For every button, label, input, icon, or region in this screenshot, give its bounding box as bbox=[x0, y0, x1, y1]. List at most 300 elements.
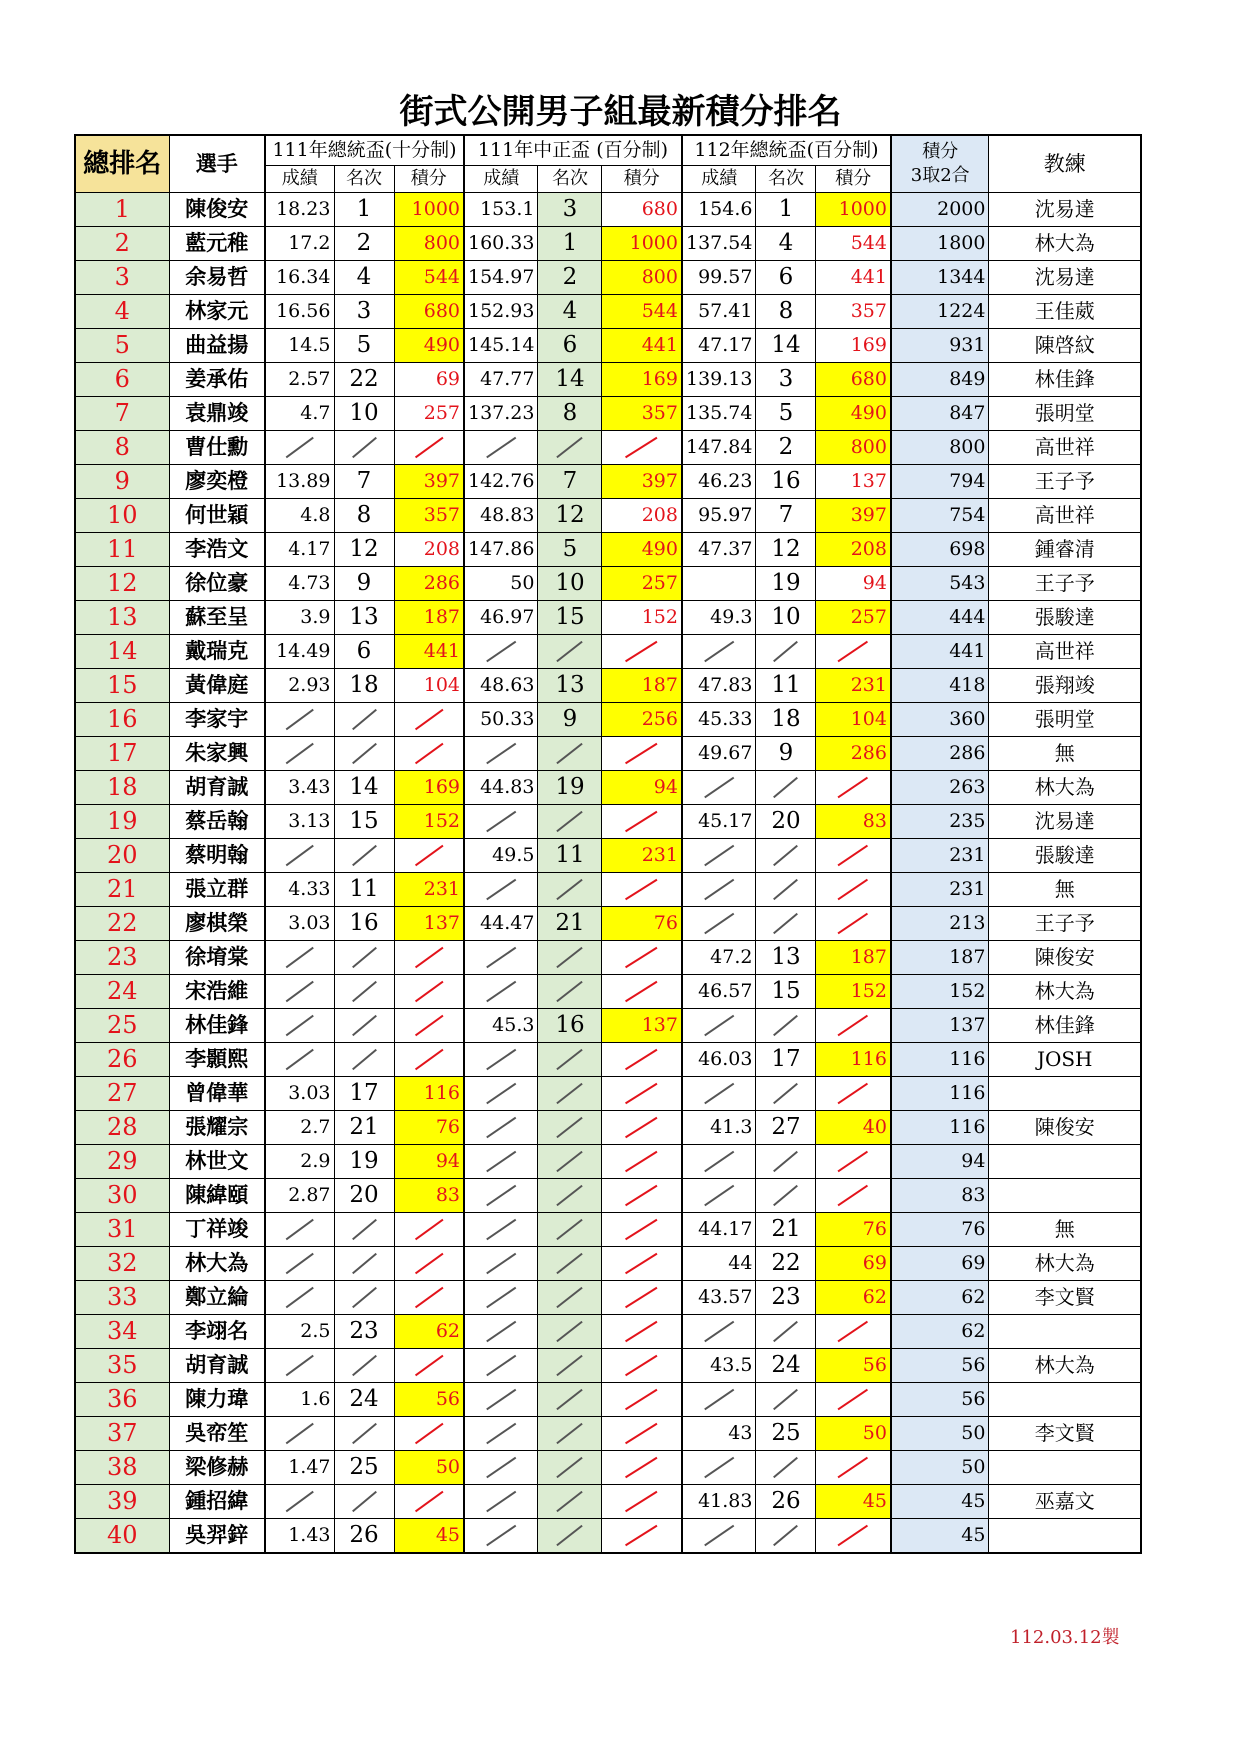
place-cell: 13 bbox=[756, 940, 816, 974]
points-cell: 104 bbox=[394, 668, 464, 702]
rank-cell: 21 bbox=[75, 872, 169, 906]
points-cell-empty bbox=[394, 702, 464, 736]
player-name: 李家宇 bbox=[169, 702, 265, 736]
place-cell: 23 bbox=[334, 1314, 394, 1348]
total-points: 116 bbox=[891, 1076, 989, 1110]
slash-mark bbox=[465, 635, 537, 668]
subheader-score: 成績 bbox=[682, 165, 756, 192]
total-points: 94 bbox=[891, 1144, 989, 1178]
score-cell: 43.57 bbox=[682, 1280, 756, 1314]
slash-mark bbox=[538, 1179, 601, 1212]
place-cell: 7 bbox=[334, 464, 394, 498]
score-cell: 2.93 bbox=[265, 668, 334, 702]
slash-mark bbox=[395, 431, 464, 464]
points-cell: 490 bbox=[816, 396, 891, 430]
place-cell-empty bbox=[756, 1076, 816, 1110]
slash-mark bbox=[395, 1281, 464, 1314]
points-cell: 69 bbox=[394, 362, 464, 396]
place-cell-empty bbox=[538, 1416, 602, 1450]
table-row bbox=[75, 192, 1141, 226]
slash-mark bbox=[335, 431, 394, 464]
points-cell: 680 bbox=[394, 294, 464, 328]
points-cell: 231 bbox=[394, 872, 464, 906]
slash-mark bbox=[602, 431, 681, 464]
score-cell-empty bbox=[265, 736, 334, 770]
score-cell: 2.7 bbox=[265, 1110, 334, 1144]
points-cell: 94 bbox=[816, 566, 891, 600]
slash-mark bbox=[538, 1349, 601, 1382]
score-cell-empty bbox=[682, 1518, 756, 1553]
slash-mark bbox=[602, 975, 681, 1008]
table-row bbox=[75, 328, 1141, 362]
points-cell-empty bbox=[602, 1144, 682, 1178]
player-name: 胡育誠 bbox=[169, 1348, 265, 1382]
slash-mark bbox=[816, 1077, 890, 1110]
rank-cell: 39 bbox=[75, 1484, 169, 1518]
slash-mark bbox=[538, 1281, 601, 1314]
score-cell: 46.97 bbox=[464, 600, 538, 634]
subheader-score: 成績 bbox=[265, 165, 334, 192]
place-cell-empty bbox=[538, 1110, 602, 1144]
score-cell-empty bbox=[464, 872, 538, 906]
rank-cell: 10 bbox=[75, 498, 169, 532]
slash-mark bbox=[816, 1179, 890, 1212]
slash-mark bbox=[266, 1485, 334, 1518]
score-cell-empty bbox=[464, 974, 538, 1008]
slash-mark bbox=[602, 1247, 681, 1280]
header-total-line1: 積分 bbox=[922, 140, 959, 162]
score-cell-empty bbox=[265, 1212, 334, 1246]
score-cell-empty bbox=[265, 430, 334, 464]
total-points: 50 bbox=[891, 1450, 989, 1484]
points-cell-empty bbox=[394, 1484, 464, 1518]
place-cell: 10 bbox=[334, 396, 394, 430]
points-cell-empty bbox=[602, 634, 682, 668]
place-cell-empty bbox=[334, 736, 394, 770]
slash-mark bbox=[266, 1349, 334, 1382]
place-cell-empty bbox=[538, 1212, 602, 1246]
score-cell-empty bbox=[265, 1280, 334, 1314]
points-cell: 137 bbox=[602, 1008, 682, 1042]
player-name: 何世穎 bbox=[169, 498, 265, 532]
table-row bbox=[75, 702, 1141, 736]
place-cell: 21 bbox=[538, 906, 602, 940]
points-cell-empty bbox=[816, 634, 891, 668]
points-cell-empty bbox=[394, 1348, 464, 1382]
slash-mark bbox=[756, 1383, 815, 1416]
table-row bbox=[75, 974, 1141, 1008]
page-title: 街式公開男子組最新積分排名 bbox=[399, 92, 842, 132]
score-cell-empty bbox=[682, 1450, 756, 1484]
slash-mark bbox=[335, 1485, 394, 1518]
slash-mark bbox=[335, 1043, 394, 1076]
score-cell-empty bbox=[464, 1246, 538, 1280]
points-cell: 152 bbox=[816, 974, 891, 1008]
total-points: 931 bbox=[891, 328, 989, 362]
place-cell-empty bbox=[538, 1280, 602, 1314]
points-cell: 441 bbox=[816, 260, 891, 294]
points-cell-empty bbox=[816, 1008, 891, 1042]
place-cell: 14 bbox=[538, 362, 602, 396]
subheader-points: 積分 bbox=[394, 165, 464, 192]
place-cell-empty bbox=[334, 1416, 394, 1450]
score-cell-empty bbox=[464, 1348, 538, 1382]
slash-mark bbox=[602, 737, 681, 770]
place-cell: 6 bbox=[756, 260, 816, 294]
slash-mark bbox=[465, 1383, 537, 1416]
place-cell-empty bbox=[334, 1042, 394, 1076]
place-cell-empty bbox=[756, 1178, 816, 1212]
score-cell-empty bbox=[464, 1450, 538, 1484]
points-cell-empty bbox=[394, 1280, 464, 1314]
table-row bbox=[75, 1042, 1141, 1076]
score-cell: 45.3 bbox=[464, 1008, 538, 1042]
slash-mark bbox=[816, 907, 890, 940]
slash-mark bbox=[538, 1077, 601, 1110]
score-cell: 50 bbox=[464, 566, 538, 600]
slash-mark bbox=[465, 1451, 537, 1484]
place-cell: 8 bbox=[334, 498, 394, 532]
total-points: 231 bbox=[891, 872, 989, 906]
points-cell: 256 bbox=[602, 702, 682, 736]
total-points: 1800 bbox=[891, 226, 989, 260]
place-cell: 16 bbox=[538, 1008, 602, 1042]
place-cell: 23 bbox=[756, 1280, 816, 1314]
score-cell: 4.7 bbox=[265, 396, 334, 430]
header-rank: 總排名 bbox=[75, 135, 169, 192]
score-cell: 152.93 bbox=[464, 294, 538, 328]
points-cell-empty bbox=[602, 1178, 682, 1212]
points-cell-empty bbox=[602, 1280, 682, 1314]
rank-cell: 27 bbox=[75, 1076, 169, 1110]
table-row bbox=[75, 294, 1141, 328]
slash-mark bbox=[816, 1519, 890, 1552]
points-cell-empty bbox=[602, 1450, 682, 1484]
score-cell: 137.54 bbox=[682, 226, 756, 260]
rank-cell: 15 bbox=[75, 668, 169, 702]
total-points: 152 bbox=[891, 974, 989, 1008]
score-cell: 3.9 bbox=[265, 600, 334, 634]
slash-mark bbox=[266, 1247, 334, 1280]
slash-mark bbox=[602, 635, 681, 668]
table-row bbox=[75, 940, 1141, 974]
slash-mark bbox=[602, 1145, 681, 1178]
slash-mark bbox=[756, 839, 815, 872]
score-cell bbox=[682, 566, 756, 600]
score-cell: 47.2 bbox=[682, 940, 756, 974]
player-name: 宋浩維 bbox=[169, 974, 265, 1008]
rank-cell: 31 bbox=[75, 1212, 169, 1246]
place-cell: 22 bbox=[756, 1246, 816, 1280]
points-cell: 116 bbox=[394, 1076, 464, 1110]
player-name: 陳緯頤 bbox=[169, 1178, 265, 1212]
score-cell-empty bbox=[464, 1314, 538, 1348]
table-row bbox=[75, 396, 1141, 430]
slash-mark bbox=[266, 703, 334, 736]
slash-mark bbox=[335, 1009, 394, 1042]
rank-cell: 20 bbox=[75, 838, 169, 872]
points-cell: 208 bbox=[816, 532, 891, 566]
score-cell: 41.3 bbox=[682, 1110, 756, 1144]
table-row bbox=[75, 1450, 1141, 1484]
total-points: 444 bbox=[891, 600, 989, 634]
slash-mark bbox=[816, 1383, 890, 1416]
points-cell: 1000 bbox=[602, 226, 682, 260]
points-cell-empty bbox=[816, 1382, 891, 1416]
rank-cell: 25 bbox=[75, 1008, 169, 1042]
subheader-place: 名次 bbox=[334, 165, 394, 192]
coach-name: 無 bbox=[989, 1212, 1141, 1246]
slash-mark bbox=[538, 635, 601, 668]
slash-mark bbox=[683, 1383, 755, 1416]
place-cell: 5 bbox=[756, 396, 816, 430]
points-cell-empty bbox=[816, 872, 891, 906]
place-cell: 2 bbox=[334, 226, 394, 260]
score-cell-empty bbox=[265, 1042, 334, 1076]
score-cell: 135.74 bbox=[682, 396, 756, 430]
score-cell: 47.17 bbox=[682, 328, 756, 362]
place-cell: 13 bbox=[538, 668, 602, 702]
slash-mark bbox=[602, 1281, 681, 1314]
slash-mark bbox=[538, 873, 601, 906]
coach-name: 陳俊安 bbox=[989, 940, 1141, 974]
slash-mark bbox=[816, 771, 890, 804]
player-name: 張立群 bbox=[169, 872, 265, 906]
points-cell-empty bbox=[602, 1348, 682, 1382]
points-cell: 50 bbox=[816, 1416, 891, 1450]
slash-mark bbox=[335, 1247, 394, 1280]
score-cell-empty bbox=[682, 770, 756, 804]
slash-mark bbox=[465, 1111, 537, 1144]
player-name: 林世文 bbox=[169, 1144, 265, 1178]
points-cell: 544 bbox=[394, 260, 464, 294]
subheader-place: 名次 bbox=[756, 165, 816, 192]
coach-name: 沈易達 bbox=[989, 804, 1141, 838]
coach-name: 王子予 bbox=[989, 906, 1141, 940]
score-cell: 44 bbox=[682, 1246, 756, 1280]
slash-mark bbox=[683, 1077, 755, 1110]
place-cell: 18 bbox=[756, 702, 816, 736]
slash-mark bbox=[465, 1519, 537, 1552]
table-row bbox=[75, 1348, 1141, 1382]
slash-mark bbox=[602, 1315, 681, 1348]
total-points: 543 bbox=[891, 566, 989, 600]
slash-mark bbox=[756, 1451, 815, 1484]
score-cell: 49.5 bbox=[464, 838, 538, 872]
slash-mark bbox=[395, 941, 464, 974]
place-cell: 17 bbox=[756, 1042, 816, 1076]
score-cell-empty bbox=[464, 1178, 538, 1212]
header-player: 選手 bbox=[169, 135, 265, 192]
place-cell: 18 bbox=[334, 668, 394, 702]
score-cell: 160.33 bbox=[464, 226, 538, 260]
place-cell-empty bbox=[538, 1382, 602, 1416]
coach-name: 張翔竣 bbox=[989, 668, 1141, 702]
score-cell-empty bbox=[464, 940, 538, 974]
slash-mark bbox=[465, 873, 537, 906]
player-name: 曾偉華 bbox=[169, 1076, 265, 1110]
slash-mark bbox=[465, 737, 537, 770]
slash-mark bbox=[395, 1043, 464, 1076]
place-cell-empty bbox=[538, 1450, 602, 1484]
header-total bbox=[891, 135, 989, 192]
points-cell: 83 bbox=[816, 804, 891, 838]
coach-name: 高世祥 bbox=[989, 430, 1141, 464]
place-cell-empty bbox=[538, 804, 602, 838]
coach-name bbox=[989, 1382, 1141, 1416]
points-cell: 800 bbox=[602, 260, 682, 294]
slash-mark bbox=[465, 1043, 537, 1076]
coach-name: 陳啓紋 bbox=[989, 328, 1141, 362]
score-cell-empty bbox=[682, 872, 756, 906]
points-cell-empty bbox=[816, 1144, 891, 1178]
points-cell-empty bbox=[816, 1518, 891, 1553]
slash-mark bbox=[538, 1417, 601, 1450]
points-cell: 257 bbox=[816, 600, 891, 634]
header-event-2: 111年中正盃 (百分制) bbox=[464, 135, 682, 165]
rank-cell: 23 bbox=[75, 940, 169, 974]
slash-mark bbox=[395, 737, 464, 770]
place-cell-empty bbox=[538, 1178, 602, 1212]
slash-mark bbox=[602, 1349, 681, 1382]
table-row bbox=[75, 1416, 1141, 1450]
place-cell-empty bbox=[538, 872, 602, 906]
table-row bbox=[75, 1484, 1141, 1518]
score-cell: 17.2 bbox=[265, 226, 334, 260]
points-cell: 490 bbox=[602, 532, 682, 566]
slash-mark bbox=[395, 703, 464, 736]
place-cell: 11 bbox=[334, 872, 394, 906]
score-cell: 1.6 bbox=[265, 1382, 334, 1416]
score-cell: 154.6 bbox=[682, 192, 756, 226]
points-cell: 76 bbox=[394, 1110, 464, 1144]
total-points: 45 bbox=[891, 1484, 989, 1518]
slash-mark bbox=[395, 1349, 464, 1382]
table-row bbox=[75, 600, 1141, 634]
place-cell-empty bbox=[334, 838, 394, 872]
total-points: 794 bbox=[891, 464, 989, 498]
place-cell-empty bbox=[538, 1144, 602, 1178]
points-cell: 208 bbox=[602, 498, 682, 532]
score-cell-empty bbox=[464, 1110, 538, 1144]
coach-name: 林大為 bbox=[989, 770, 1141, 804]
place-cell-empty bbox=[756, 838, 816, 872]
score-cell-empty bbox=[682, 1144, 756, 1178]
rank-cell: 1 bbox=[75, 192, 169, 226]
made-date: 112.03.12製 bbox=[1010, 1627, 1120, 1648]
points-cell: 83 bbox=[394, 1178, 464, 1212]
place-cell: 17 bbox=[334, 1076, 394, 1110]
points-cell-empty bbox=[816, 838, 891, 872]
slash-mark bbox=[602, 1383, 681, 1416]
points-cell: 169 bbox=[602, 362, 682, 396]
slash-mark bbox=[395, 1213, 464, 1246]
slash-mark bbox=[602, 1179, 681, 1212]
score-cell: 44.83 bbox=[464, 770, 538, 804]
score-cell: 46.03 bbox=[682, 1042, 756, 1076]
total-points: 754 bbox=[891, 498, 989, 532]
slash-mark bbox=[335, 839, 394, 872]
table-row bbox=[75, 804, 1141, 838]
place-cell: 16 bbox=[334, 906, 394, 940]
slash-mark bbox=[465, 1349, 537, 1382]
score-cell: 50.33 bbox=[464, 702, 538, 736]
slash-mark bbox=[756, 1145, 815, 1178]
points-cell: 490 bbox=[394, 328, 464, 362]
slash-mark bbox=[465, 1145, 537, 1178]
coach-name: JOSH bbox=[989, 1042, 1141, 1076]
player-name: 朱家興 bbox=[169, 736, 265, 770]
slash-mark bbox=[683, 1009, 755, 1042]
coach-name: 林大為 bbox=[989, 1246, 1141, 1280]
table-row bbox=[75, 1280, 1141, 1314]
score-cell-empty bbox=[265, 1348, 334, 1382]
points-cell: 544 bbox=[816, 226, 891, 260]
slash-mark bbox=[683, 771, 755, 804]
slash-mark bbox=[538, 1451, 601, 1484]
score-cell-empty bbox=[464, 430, 538, 464]
place-cell: 16 bbox=[756, 464, 816, 498]
place-cell-empty bbox=[756, 634, 816, 668]
header-total-line2: 3取2合 bbox=[910, 164, 970, 186]
points-cell: 544 bbox=[602, 294, 682, 328]
score-cell-empty bbox=[265, 1416, 334, 1450]
score-cell: 99.57 bbox=[682, 260, 756, 294]
slash-mark bbox=[538, 1111, 601, 1144]
score-cell-empty bbox=[265, 974, 334, 1008]
coach-name: 王子予 bbox=[989, 566, 1141, 600]
player-name: 陳俊安 bbox=[169, 192, 265, 226]
place-cell: 26 bbox=[334, 1518, 394, 1553]
place-cell-empty bbox=[538, 974, 602, 1008]
table-row bbox=[75, 906, 1141, 940]
points-cell: 169 bbox=[816, 328, 891, 362]
score-cell: 147.84 bbox=[682, 430, 756, 464]
place-cell: 20 bbox=[334, 1178, 394, 1212]
score-cell: 13.89 bbox=[265, 464, 334, 498]
place-cell-empty bbox=[538, 1518, 602, 1553]
score-cell-empty bbox=[464, 736, 538, 770]
points-cell: 441 bbox=[602, 328, 682, 362]
place-cell: 27 bbox=[756, 1110, 816, 1144]
slash-mark bbox=[538, 1213, 601, 1246]
player-name: 林大為 bbox=[169, 1246, 265, 1280]
score-cell: 47.37 bbox=[682, 532, 756, 566]
slash-mark bbox=[683, 1315, 755, 1348]
score-cell-empty bbox=[265, 702, 334, 736]
total-points: 213 bbox=[891, 906, 989, 940]
slash-mark bbox=[395, 1417, 464, 1450]
points-cell: 76 bbox=[602, 906, 682, 940]
slash-mark bbox=[683, 1519, 755, 1552]
score-cell: 47.77 bbox=[464, 362, 538, 396]
score-cell-empty bbox=[464, 1042, 538, 1076]
slash-mark bbox=[335, 941, 394, 974]
place-cell-empty bbox=[756, 1144, 816, 1178]
total-points: 849 bbox=[891, 362, 989, 396]
total-points: 235 bbox=[891, 804, 989, 838]
coach-name bbox=[989, 1518, 1141, 1553]
table-row bbox=[75, 872, 1141, 906]
slash-mark bbox=[538, 975, 601, 1008]
slash-mark bbox=[465, 975, 537, 1008]
total-points: 137 bbox=[891, 1008, 989, 1042]
place-cell: 5 bbox=[334, 328, 394, 362]
slash-mark bbox=[465, 1213, 537, 1246]
slash-mark bbox=[538, 941, 601, 974]
place-cell: 19 bbox=[538, 770, 602, 804]
score-cell-empty bbox=[464, 1416, 538, 1450]
